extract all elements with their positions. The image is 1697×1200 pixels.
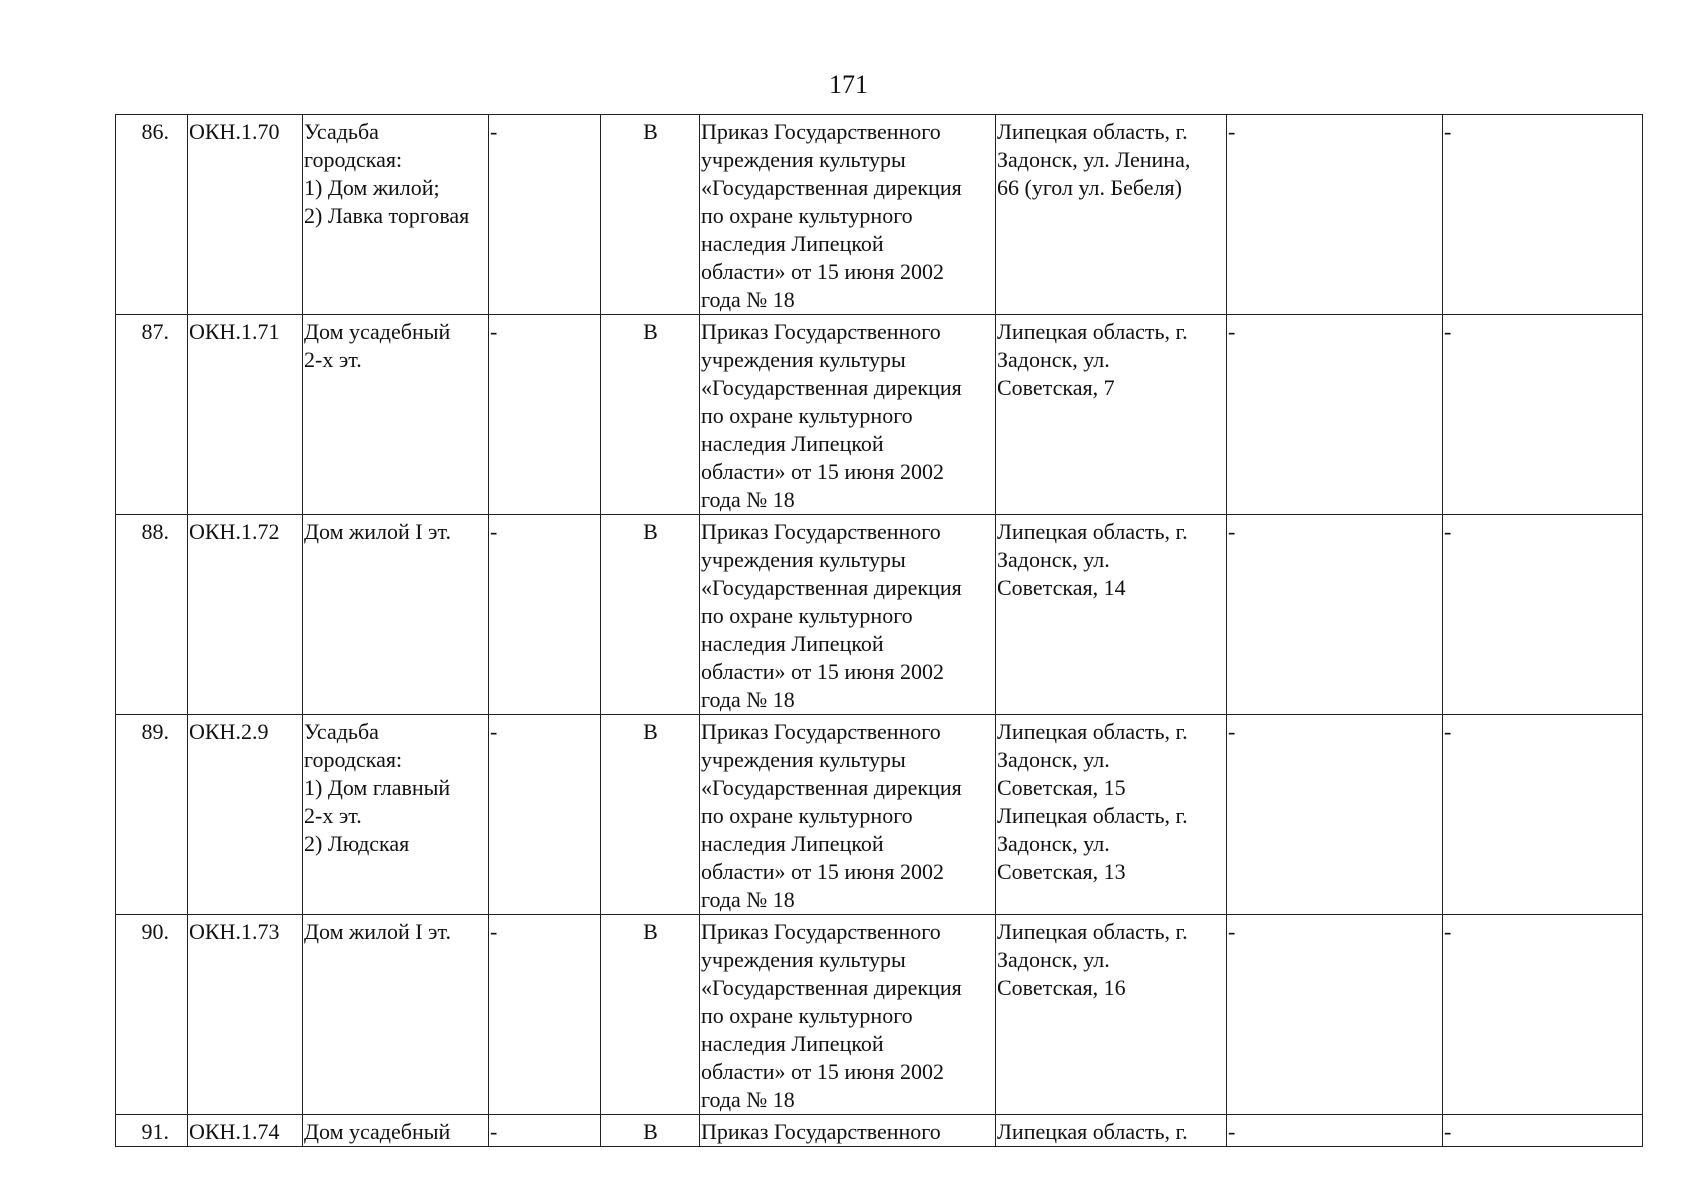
object-name-cell: Дом жилой I эт. [303, 515, 489, 715]
row-number-cell: 91. [116, 1115, 188, 1147]
object-code-cell: ОКН.2.9 [188, 715, 303, 915]
heritage-registry-table [115, 114, 1643, 1147]
object-code-cell: ОКН.1.70 [188, 115, 303, 315]
empty-value-cell: - [1443, 515, 1643, 715]
category-cell: В [601, 315, 700, 515]
table-row [116, 715, 1643, 915]
address-cell: Липецкая область, г. Задонск, ул. Ленина, 66 (угол ул. Бебеля) [996, 115, 1227, 315]
row-number-cell: 86. [116, 115, 188, 315]
empty-value-cell: - [489, 515, 601, 715]
table-row [116, 315, 1643, 515]
object-code-cell: ОКН.1.73 [188, 915, 303, 1115]
table-row [116, 515, 1643, 715]
document-cell: Приказ Государственного учреждения культуры «Государственная дирекция по охране культурного наследия Липецкой области» от 15 июня 2002 года № 18 [700, 915, 996, 1115]
empty-value-cell: - [1443, 115, 1643, 315]
object-name-cell: Дом жилой I эт. [303, 915, 489, 1115]
empty-value-cell: - [489, 715, 601, 915]
empty-value-cell: - [1443, 315, 1643, 515]
empty-value-cell: - [489, 115, 601, 315]
category-cell: В [601, 1115, 700, 1147]
address-cell: Липецкая область, г. Задонск, ул. Советская, 15 Липецкая область, г. Задонск, ул. Советская, 13 [996, 715, 1227, 915]
row-number-cell: 89. [116, 715, 188, 915]
category-cell: В [601, 515, 700, 715]
category-cell: В [601, 915, 700, 1115]
empty-value-cell: - [1227, 515, 1443, 715]
document-cell: Приказ Государственного учреждения культуры «Государственная дирекция по охране культурного наследия Липецкой области» от 15 июня 2002 года № 18 [700, 115, 996, 315]
document-cell: Приказ Государственного учреждения культуры «Государственная дирекция по охране культурного наследия Липецкой области» от 15 июня 2002 года № 18 [700, 315, 996, 515]
object-code-cell: ОКН.1.74 [188, 1115, 303, 1147]
document-cell: Приказ Государственного учреждения культуры «Государственная дирекция по охране культурного наследия Липецкой области» от 15 июня 2002 года № 18 [700, 715, 996, 915]
category-cell: В [601, 715, 700, 915]
address-cell: Липецкая область, г. Задонск, ул. Советская, 16 [996, 915, 1227, 1115]
document-cell: Приказ Государственного учреждения культуры «Государственная дирекция по охране культурного наследия Липецкой области» от 15 июня 2002 года № 18 [700, 515, 996, 715]
object-name-cell: Усадьба городская: 1) Дом главный 2-х эт. 2) Людская [303, 715, 489, 915]
empty-value-cell: - [1227, 1115, 1443, 1147]
table-row [116, 1115, 1643, 1147]
empty-value-cell: - [489, 1115, 601, 1147]
table-row [116, 915, 1643, 1115]
row-number-cell: 88. [116, 515, 188, 715]
address-cell: Липецкая область, г. Задонск, ул. Советская, 7 [996, 315, 1227, 515]
object-name-cell: Усадьба городская: 1) Дом жилой; 2) Лавка торговая [303, 115, 489, 315]
table-row [116, 115, 1643, 315]
empty-value-cell: - [1443, 915, 1643, 1115]
row-number-cell: 87. [116, 315, 188, 515]
empty-value-cell: - [1443, 715, 1643, 915]
empty-value-cell: - [1227, 115, 1443, 315]
address-cell: Липецкая область, г. Задонск, ул. Советская, 14 [996, 515, 1227, 715]
empty-value-cell: - [489, 915, 601, 1115]
empty-value-cell: - [1227, 715, 1443, 915]
object-code-cell: ОКН.1.72 [188, 515, 303, 715]
category-cell: В [601, 115, 700, 315]
empty-value-cell: - [1443, 1115, 1643, 1147]
table-body [116, 115, 1643, 1147]
document-cell: Приказ Государственного [700, 1115, 996, 1147]
page-number: 171 [829, 70, 868, 99]
object-name-cell: Дом усадебный [303, 1115, 489, 1147]
row-number-cell: 90. [116, 915, 188, 1115]
empty-value-cell: - [489, 315, 601, 515]
empty-value-cell: - [1227, 315, 1443, 515]
object-name-cell: Дом усадебный 2-х эт. [303, 315, 489, 515]
object-code-cell: ОКН.1.71 [188, 315, 303, 515]
address-cell: Липецкая область, г. [996, 1115, 1227, 1147]
empty-value-cell: - [1227, 915, 1443, 1115]
